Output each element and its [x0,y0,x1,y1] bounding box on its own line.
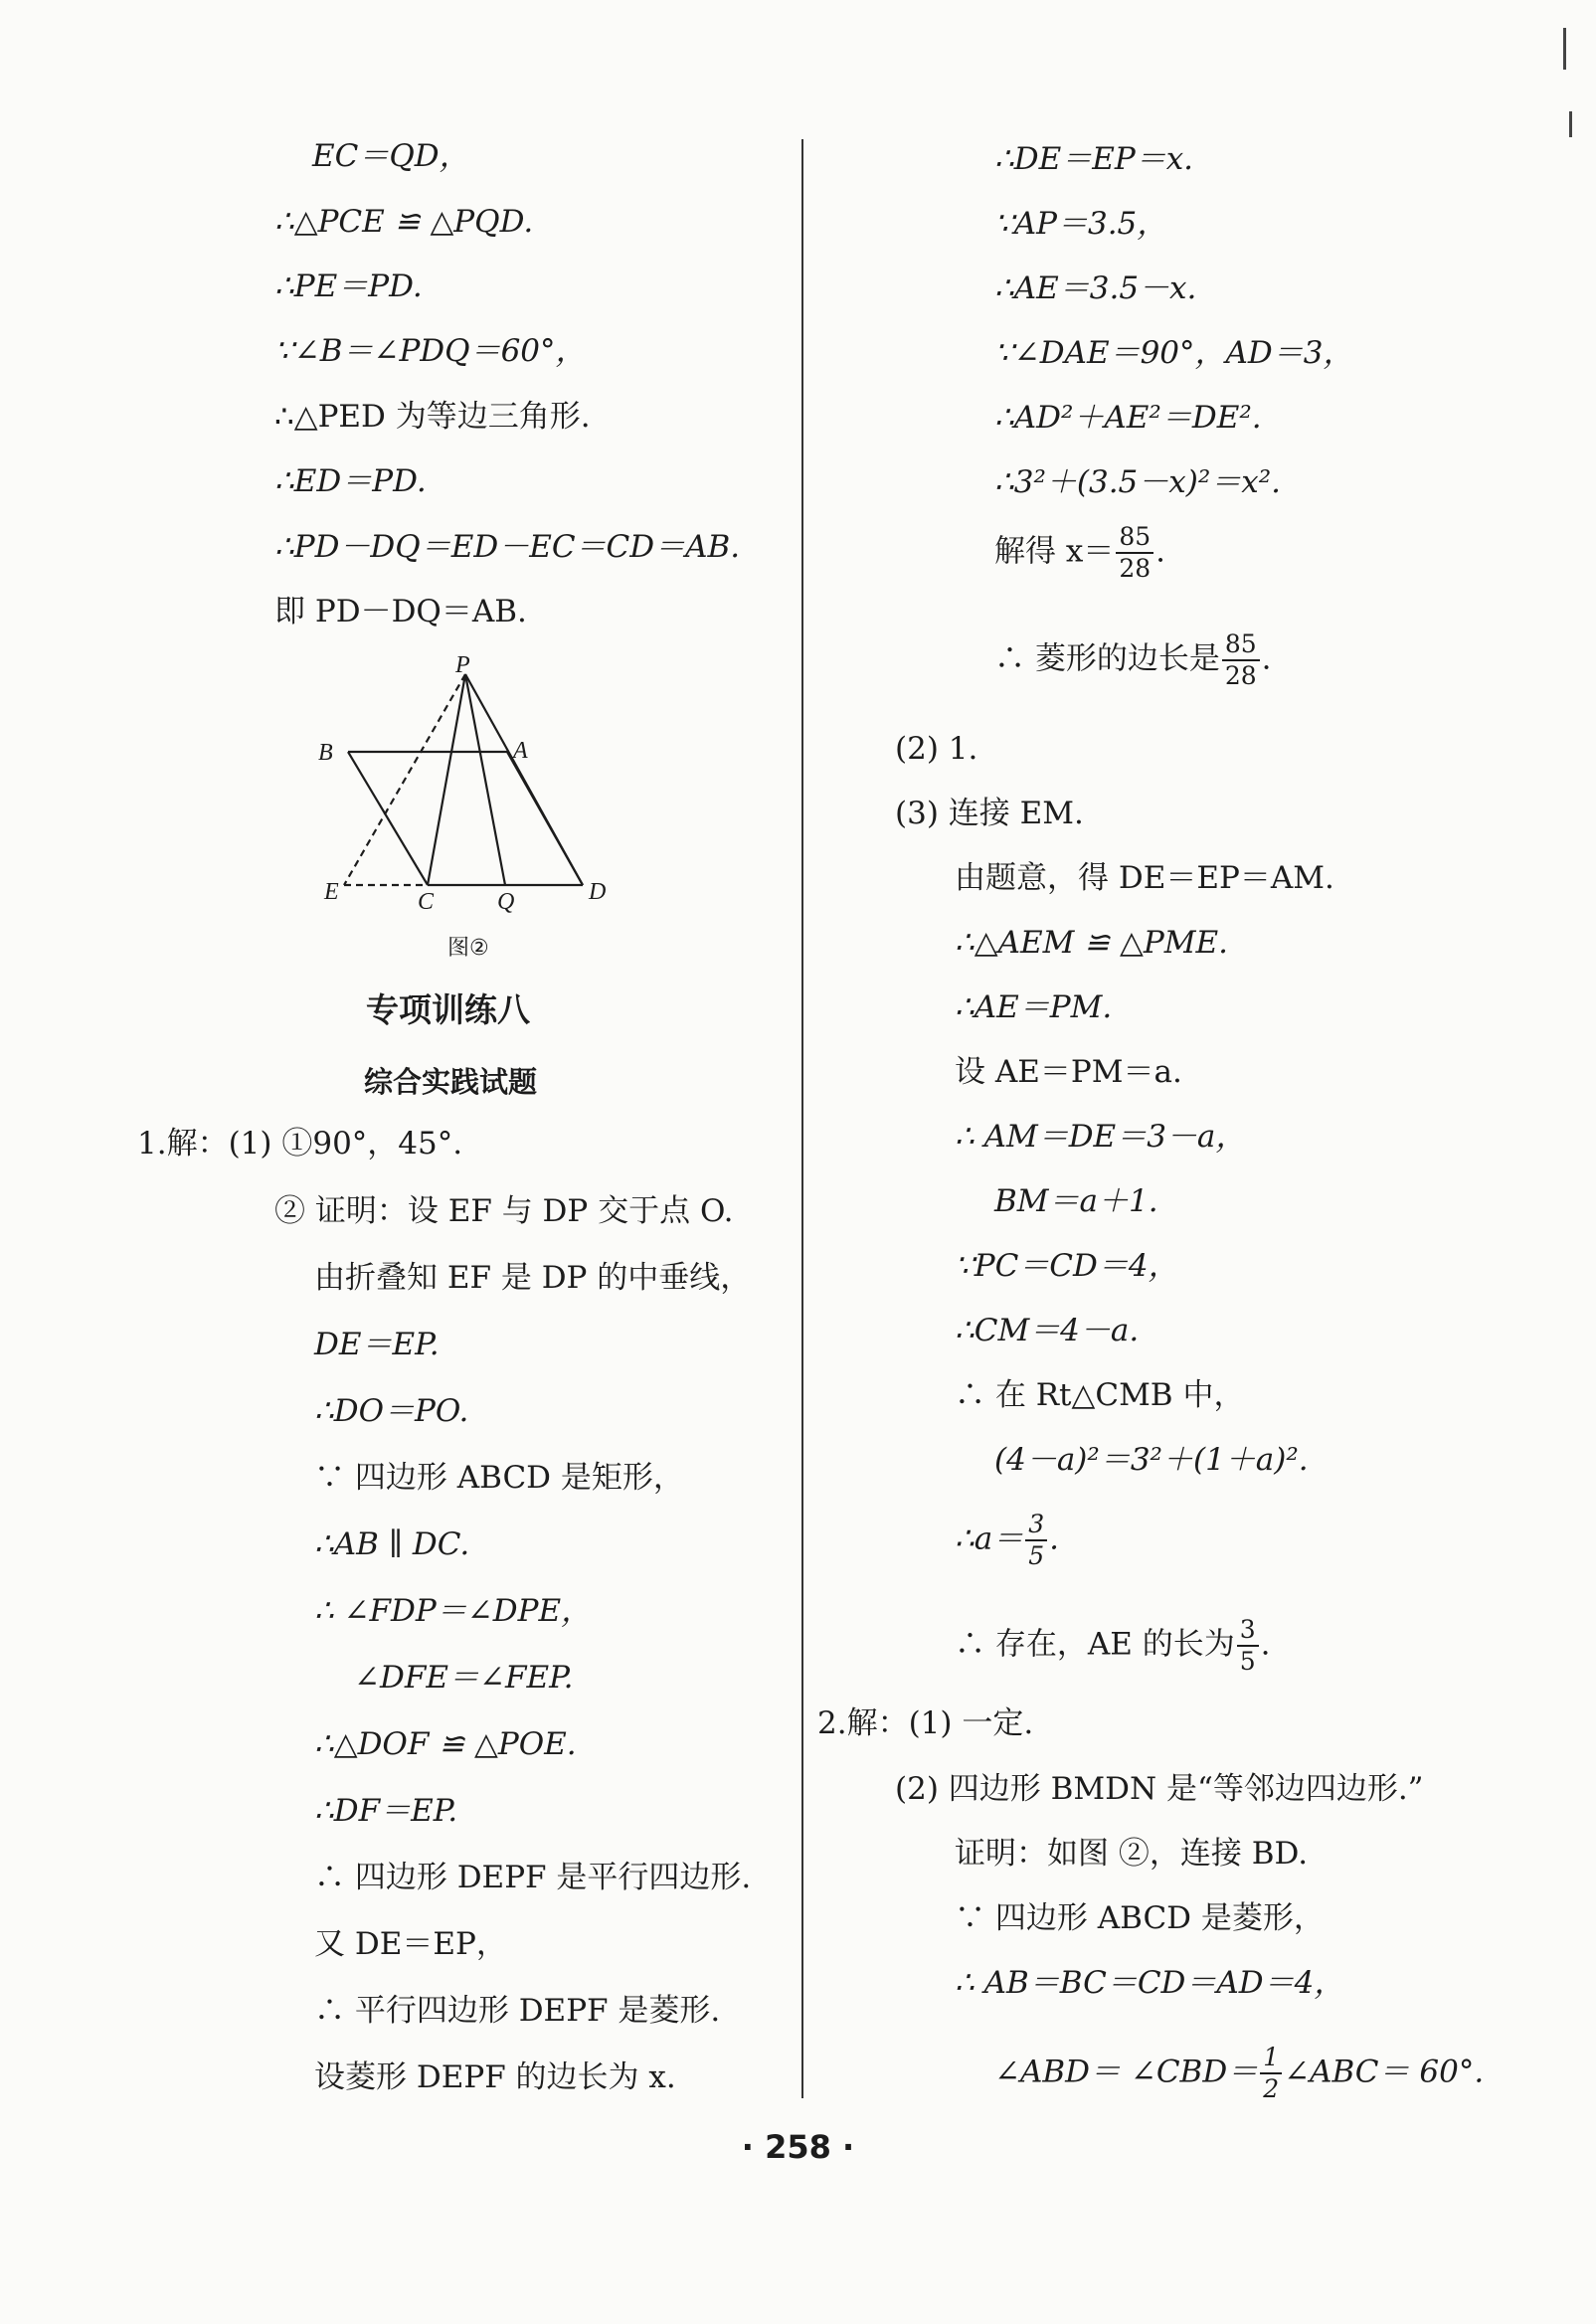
line-abcd-rectangle: ∵ 四边形 ABCD 是矩形， [314,1460,684,1496]
line-angle-abd [994,2043,1484,2104]
line-pe-pd: ∴PE＝PD. [274,268,423,304]
fraction-ae-numerator: 3 [1237,1615,1259,1647]
label-p: P [455,652,470,678]
geometry-figure [298,646,636,965]
line-ae-exists: ∴ 存在，AE 的长为 $\frac{3}{5}$ . [955,1615,1271,1676]
line-part-3: (3) 连接 EM. [895,796,1084,831]
scan-edge-mark [1563,28,1566,70]
line-ab-parallel-dc: ∴AB ∥ DC. [314,1526,470,1562]
line-side-length-x: 设菱形 DEPF 的边长为 x. [314,2059,676,2095]
a-value-text: ∴a＝ [955,1520,1024,1557]
column-divider [801,139,803,2098]
line-pd-minus-dq-chain: ∴PD－DQ＝ED－EC＝CD＝AB. [274,529,741,565]
fraction-ae-denominator: 5 [1239,1647,1256,1676]
label-a: A [513,738,528,764]
angle-abc-text: ∠ABC＝ 60°. [1284,2054,1485,2090]
line-am-de: ∴ AM＝DE＝3－a， [955,1119,1247,1155]
fraction-x [1116,522,1153,584]
scan-edge-mark-2 [1569,111,1572,137]
line-angle-b-pdq: ∵∠B＝∠PDQ＝60°， [274,333,587,369]
line-solve-x: 解得 x＝ $\frac{85}{28}$ . [994,522,1166,583]
line-angle-fdp-dpe: ∴ ∠FDP＝∠DPE， [314,1593,593,1629]
fraction-side-numerator: 85 [1222,629,1260,661]
line-bm: BM＝a＋1. [994,1183,1158,1219]
fraction-a-denominator: 5 [1028,1541,1045,1570]
line-conclusion-pd-dq-ab: 即 PD－DQ＝AB. [274,594,527,629]
label-q: Q [497,889,515,915]
fraction-a-numerator: 3 [1025,1510,1047,1541]
page-number: · 258 · [741,2128,855,2166]
line-ped-equilateral: ∴△PED 为等边三角形. [274,399,591,435]
segment-pd [465,674,583,885]
label-d: D [589,879,607,905]
line-ae-3-5-minus-x: ∴AE＝3.5－x. [994,270,1197,306]
section-title: 专项训练八 [366,990,530,1029]
problem-2-part-2: (2) 四边形 BMDN 是“等邻边四边形.” [895,1771,1424,1807]
line-pythagoras: ∴AD²＋AE²＝DE². [994,400,1262,436]
line-de-ep: DE＝EP. [314,1327,440,1362]
line-equation-a: (4－a)²＝3²＋(1＋a)². [994,1442,1309,1478]
line-ed-pd: ∴ED＝PD. [274,463,427,499]
line-cm: ∴CM＝4－a. [955,1313,1140,1348]
fraction-ae [1237,1615,1259,1677]
fraction-half-numerator: 1 [1260,2043,1282,2074]
line-rhombus: ∴ 平行四边形 DEPF 是菱形. [314,1993,721,2029]
problem-1-part-1: 1.解：(1) ①90°，45°. [137,1126,463,1162]
fraction-a [1025,1510,1047,1571]
line-abcd-rhombus: ∵ 四边形 ABCD 是菱形， [955,1900,1325,1936]
line-also-de-ep: 又 DE＝EP， [314,1926,507,1962]
line-parallelogram: ∴ 四边形 DEPF 是平行四边形. [314,1860,752,1895]
line-angle-dae-ad: ∵∠DAE＝90°，AD＝3， [994,335,1354,371]
ae-exists-text: ∴ 存在，AE 的长为 [955,1626,1235,1663]
line-do-po: ∴DO＝PO. [314,1393,469,1429]
rhombus-side-text: ∴ 菱形的边长是 [994,640,1220,677]
line-a-value: ∴a＝ $\frac{3}{5}$ . [955,1510,1059,1570]
line-right-triangle-cmb: ∴ 在 Rt△CMB 中， [955,1377,1245,1413]
line-df-ep: ∴DF＝EP. [314,1793,458,1829]
line-let-a: 设 AE＝PM＝a. [955,1054,1182,1090]
line-angle-dfe-fep: ∠DFE＝∠FEP. [354,1660,574,1696]
segment-pq [465,674,505,885]
label-c: C [418,889,435,915]
line-congruent-pce-pqd: ∴△PCE ≌ △PQD. [274,204,534,240]
line-congruent-aem-pme: ∴△AEM ≌ △PME. [955,925,1228,961]
fraction-x-denominator: 28 [1119,554,1152,583]
line-proof-connect-bd: 证明：如图 ②，连接 BD. [955,1836,1309,1872]
label-b: B [318,740,333,766]
fraction-side [1222,629,1260,691]
fraction-half-denominator: 2 [1263,2074,1280,2103]
line-equation-x: ∴3²＋(3.5－x)²＝x². [994,464,1282,500]
fraction-x-numerator: 85 [1116,522,1153,554]
angle-abd-text: ∠ABD＝ ∠CBD＝ [994,2054,1259,2090]
fraction-side-denominator: 28 [1224,661,1257,690]
line-pc-cd: ∵PC＝CD＝4， [955,1248,1179,1284]
segment-bc [348,752,428,885]
line-congruent-dof-poe: ∴△DOF ≌ △POE. [314,1726,577,1762]
solve-x-text: 解得 x＝ [994,533,1115,570]
line-ec-qd: EC＝QD， [312,138,470,174]
section-subtitle: 综合实践试题 [364,1065,538,1099]
line-by-question: 由题意，得 DE＝EP＝AM. [955,860,1334,896]
fraction-half [1260,2043,1282,2104]
line-ae-pm: ∴AE＝PM. [955,989,1113,1025]
line-rhombus-side: ∴ 菱形的边长是 $\frac{85}{28}$ . [994,629,1272,690]
line-de-ep-x: ∴DE＝EP＝x. [994,141,1194,177]
figure-caption: 图② [447,936,489,961]
line-part-2: (2) 1. [895,731,978,767]
line-equal-sides: ∴ AB＝BC＝CD＝AD＝4， [955,1965,1345,2001]
label-e: E [324,879,339,905]
line-ap-3-5: ∵AP＝3.5， [994,206,1168,242]
line-fold-perpendicular-bisector: 由折叠知 EF 是 DP 的中垂线， [314,1260,752,1296]
problem-2-part-1: 2.解：(1) 一定. [817,1705,1034,1741]
proof-intro: ② 证明：设 EF 与 DP 交于点 O. [274,1193,734,1229]
